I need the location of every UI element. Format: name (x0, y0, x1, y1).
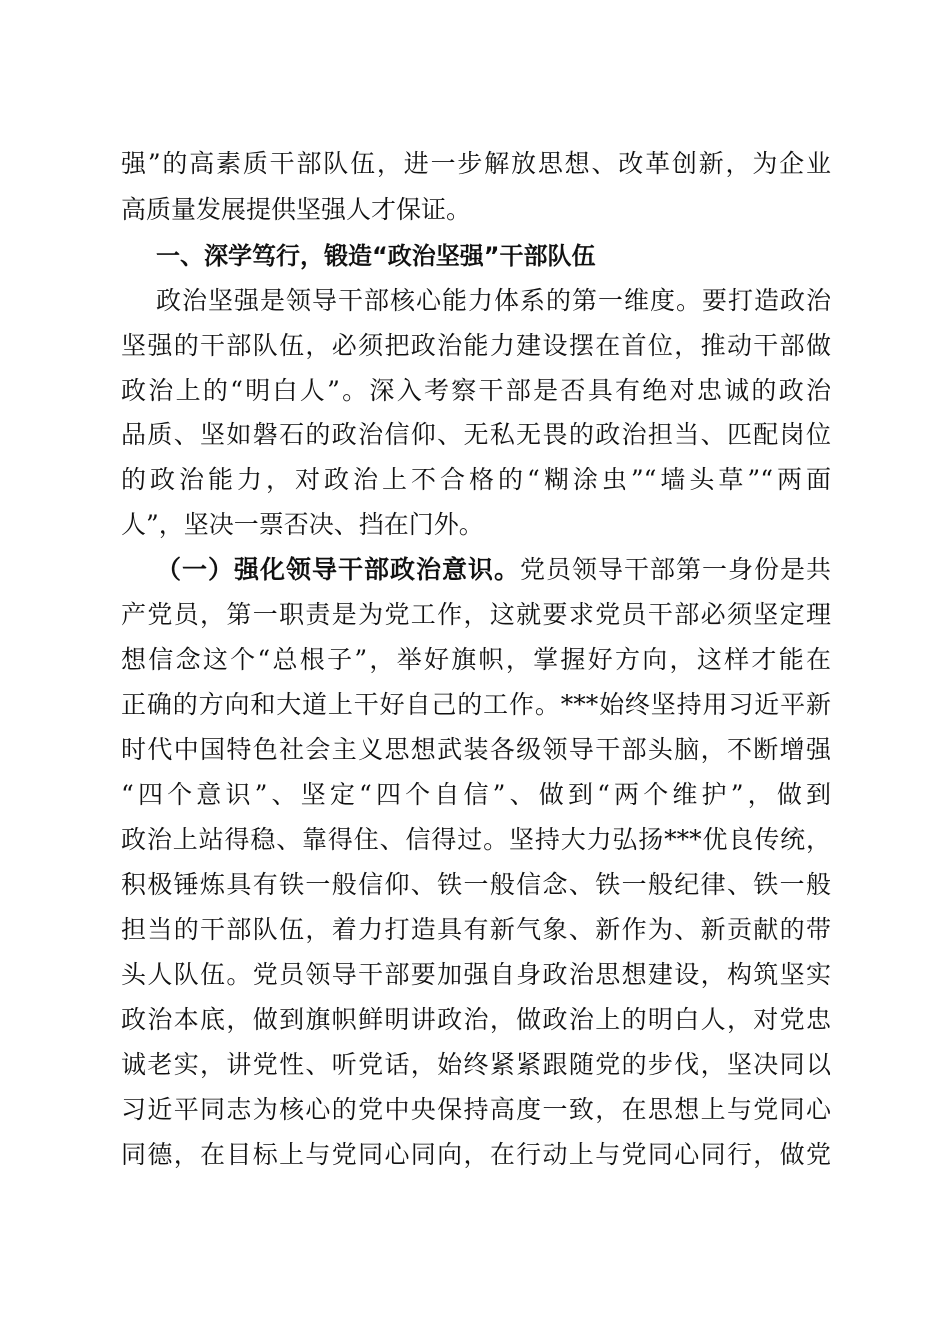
section-paragraph-line: 政治上的“明白人”。深入考察干部是否具有绝对忠诚的政治 (121, 376, 831, 405)
subsection-paragraph-line: 政治本底，做到旗帜鲜明讲政治，做政治上的明白人，对党忠 (121, 1005, 831, 1034)
subsection-paragraph-line: 积极锤炼具有铁一般信仰、铁一般信念、铁一般纪律、铁一般 (121, 870, 831, 899)
subsection-first-line-text: 党员领导干部第一身份是共 (519, 555, 831, 584)
subsection-paragraph-line: 政治上站得稳、靠得住、信得过。坚持大力弘扬***优良传统， (121, 825, 831, 854)
section-paragraph-line: 坚强的干部队伍，必须把政治能力建设摆在首位，推动干部做 (121, 331, 831, 360)
subsection-heading: （一）强化领导干部政治意识。 (156, 555, 520, 584)
subsection-paragraph-line: 头人队伍。党员领导干部要加强自身政治思想建设，构筑坚实 (121, 960, 831, 989)
subsection-paragraph-line: 习近平同志为核心的党中央保持高度一致，在思想上与党同心 (121, 1095, 831, 1124)
section-paragraph-line: 人”，坚决一票否决、挡在门外。 (121, 510, 484, 539)
intro-line-2: 高质量发展提供坚强人才保证。 (121, 195, 472, 224)
subsection-paragraph-line: 产党员，第一职责是为党工作，这就要求党员干部必须坚定理 (121, 600, 831, 629)
section-paragraph-line: 政治坚强是领导干部核心能力体系的第一维度。要打造政治 (156, 286, 831, 315)
section-heading: 一、深学笃行，锻造“政治坚强”干部队伍 (156, 242, 596, 270)
subsection-paragraph-line: “四个意识”、坚定“四个自信”、做到“两个维护”，做到 (121, 780, 831, 809)
subsection-paragraph-line: 诚老实，讲党性、听党话，始终紧紧跟随党的步伐，坚决同以 (121, 1050, 831, 1079)
section-paragraph-line: 品质、坚如磐石的政治信仰、无私无畏的政治担当、匹配岗位 (121, 420, 831, 449)
subsection-paragraph-line: 正确的方向和大道上干好自己的工作。***始终坚持用习近平新 (121, 690, 831, 719)
intro-line-1: 强”的高素质干部队伍，进一步解放思想、改革创新，为企业 (121, 149, 831, 178)
subsection-paragraph-line: 想信念这个“总根子”，举好旗帜，掌握好方向，这样才能在 (121, 645, 831, 674)
subsection-paragraph-line: 同德，在目标上与党同心同向，在行动上与党同心同行，做党 (121, 1140, 831, 1169)
section-paragraph-line: 的政治能力，对政治上不合格的“糊涂虫”“墙头草”“两面 (121, 465, 831, 494)
subsection-first-line (156, 550, 831, 590)
subsection-paragraph-line: 担当的干部队伍，着力打造具有新气象、新作为、新贡献的带 (121, 915, 831, 944)
subsection-paragraph-line: 时代中国特色社会主义思想武装各级领导干部头脑，不断增强 (121, 735, 831, 764)
